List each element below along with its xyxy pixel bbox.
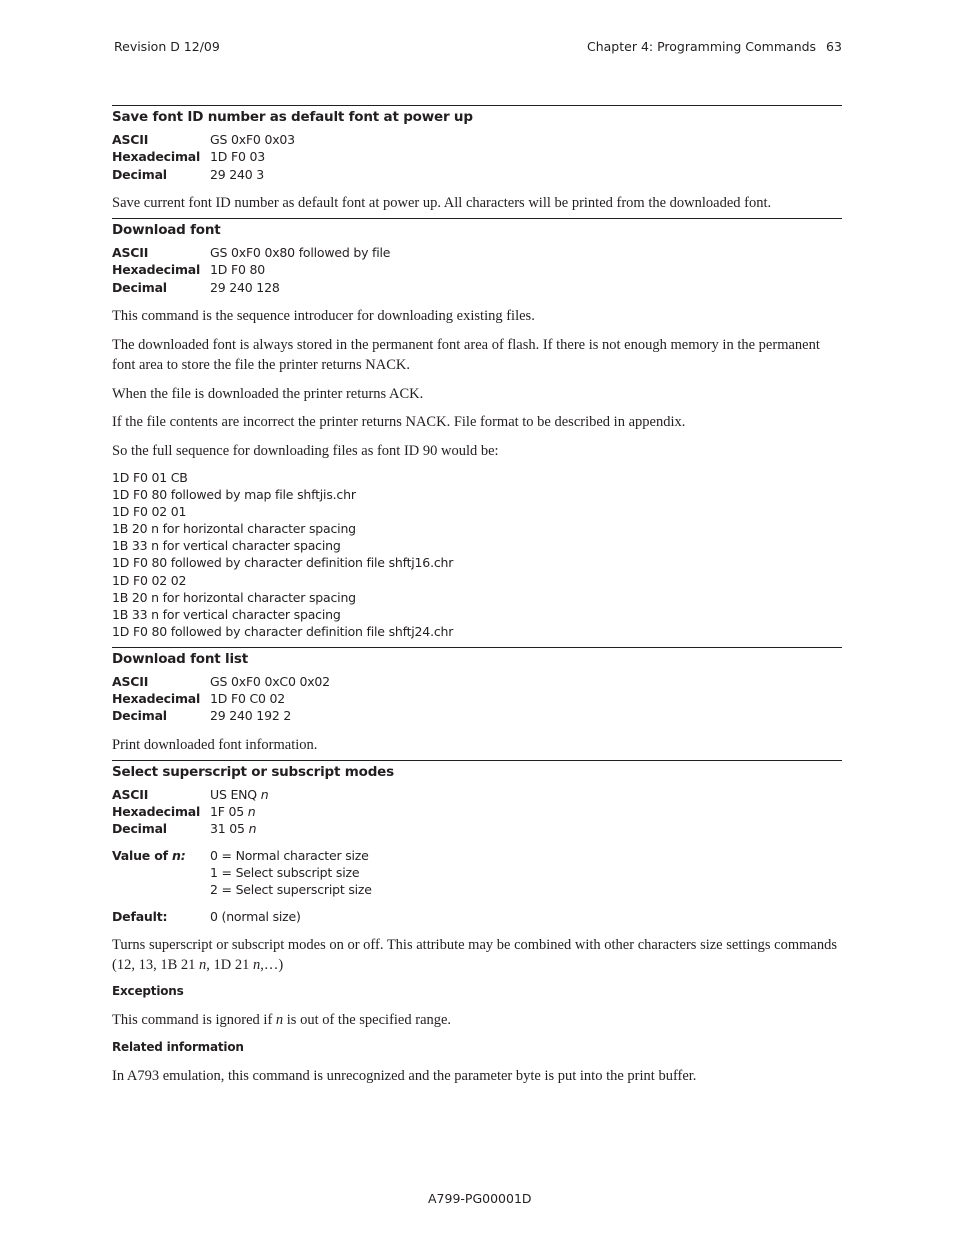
value-option: 1 = Select subscript size — [210, 865, 360, 880]
decimal-label: Decimal — [112, 280, 167, 295]
param-n: n — [260, 787, 269, 802]
section-title-download-font-list: Download font list — [112, 651, 248, 667]
ascii-value: US ENQ n — [210, 787, 269, 802]
ascii-value: GS 0xF0 0x03 — [210, 132, 295, 147]
sequence-line: 1D F0 02 01 — [112, 504, 187, 519]
section-divider — [112, 760, 842, 761]
hex-value: 1F 05 n — [210, 804, 256, 819]
paragraph: So the full sequence for downloading files as font ID 90 would be: — [112, 443, 499, 459]
hex-value: 1D F0 03 — [210, 149, 265, 164]
exceptions-text: This command is ignored if n is out of the specified range. — [112, 1012, 452, 1028]
decimal-value: 29 240 3 — [210, 167, 265, 182]
section-title-save-font: Save font ID number as default font at power up — [112, 109, 473, 125]
sequence-line: 1D F0 80 followed by character definition file shftj24.chr — [112, 624, 454, 639]
ascii-value: GS 0xF0 0xC0 0x02 — [210, 674, 330, 689]
section-divider — [112, 105, 842, 106]
section-title-download-font: Download font — [112, 222, 221, 238]
decimal-label: Decimal — [112, 708, 167, 723]
sequence-line: 1D F0 02 02 — [112, 573, 187, 588]
ascii-value: GS 0xF0 0x80 followed by file — [210, 245, 391, 260]
default-value: 0 (normal size) — [210, 909, 301, 924]
section-divider — [112, 218, 842, 219]
sequence-line: 1B 33 n for vertical character spacing — [112, 607, 341, 622]
default-label: Default: — [112, 909, 168, 924]
paragraph: When the file is downloaded the printer returns ACK. — [112, 386, 424, 402]
decimal-value: 29 240 128 — [210, 280, 280, 295]
sequence-line: 1B 20 n for horizontal character spacing — [112, 521, 356, 536]
sequence-line: 1D F0 80 followed by map file shftjis.chr — [112, 487, 356, 502]
section-description: Save current font ID number as default font at power up. All characters will be printed from the downloaded font. — [112, 195, 772, 211]
header-chapter: Chapter 4: Programming Commands — [587, 39, 817, 54]
section-description: Print downloaded font information. — [112, 737, 318, 753]
paragraph: The downloaded font is always stored in the permanent font area of flash. If there is not enough memory in the permanent font area to store the file the printer returns NACK. — [112, 337, 820, 373]
hex-value: 1D F0 80 — [210, 262, 265, 277]
decimal-label: Decimal — [112, 821, 167, 836]
ascii-label: ASCII — [112, 245, 149, 260]
related-information-text: In A793 emulation, this command is unrecognized and the parameter byte is put into the print buffer. — [112, 1068, 697, 1084]
sequence-line: 1D F0 80 followed by character definition file shftj16.chr — [112, 555, 454, 570]
sequence-line: 1B 20 n for horizontal character spacing — [112, 590, 356, 605]
paragraph: This command is the sequence introducer for downloading existing files. — [112, 308, 535, 324]
sequence-line: 1D F0 01 CB — [112, 470, 188, 485]
section-divider — [112, 647, 842, 648]
ascii-label: ASCII — [112, 787, 149, 802]
value-option: 2 = Select superscript size — [210, 882, 372, 897]
header-revision: Revision D 12/09 — [114, 39, 220, 54]
hex-label: Hexadecimal — [112, 691, 201, 706]
decimal-value: 29 240 192 2 — [210, 708, 292, 723]
decimal-label: Decimal — [112, 167, 167, 182]
param-n: n — [247, 804, 256, 819]
exceptions-heading: Exceptions — [112, 984, 184, 998]
sequence-line: 1B 33 n for vertical character spacing — [112, 538, 341, 553]
section-title-superscript: Select superscript or subscript modes — [112, 764, 394, 780]
decimal-value: 31 05 n — [210, 821, 257, 836]
hex-label: Hexadecimal — [112, 262, 201, 277]
hex-label: Hexadecimal — [112, 149, 201, 164]
ascii-label: ASCII — [112, 132, 149, 147]
hex-label: Hexadecimal — [112, 804, 201, 819]
hex-value: 1D F0 C0 02 — [210, 691, 286, 706]
ascii-label: ASCII — [112, 674, 149, 689]
param-n: n — [248, 821, 257, 836]
value-option: 0 = Normal character size — [210, 848, 369, 863]
value-of-n-label: Value of n: — [112, 848, 186, 863]
section-description: Turns superscript or subscript modes on or off. This attribute may be combined with other characters size settings commands (12, 13, 1B 21 n, 1D 21 n,…) — [112, 937, 837, 973]
related-information-heading: Related information — [112, 1040, 244, 1054]
paragraph: If the file contents are incorrect the printer returns NACK. File format to be described in appendix. — [112, 414, 686, 430]
header-page-number: 63 — [826, 39, 842, 54]
footer-doc-number: A799-PG00001D — [428, 1191, 532, 1206]
